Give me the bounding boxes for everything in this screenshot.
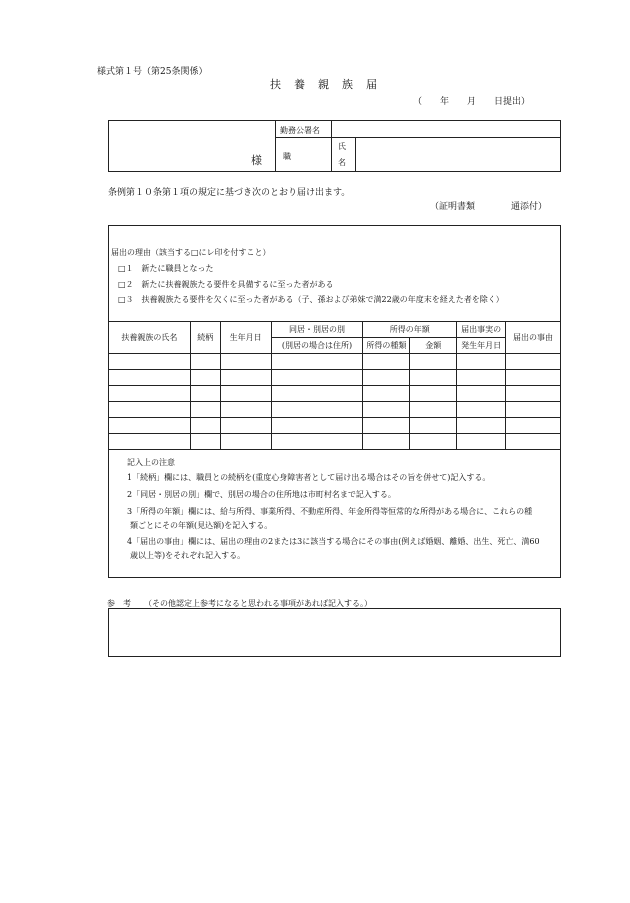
col-residence: 同居・別居の別: [271, 322, 363, 338]
notes-heading: 記入上の注意: [127, 458, 175, 467]
col-relation: 続柄: [190, 322, 220, 354]
table-row: [109, 418, 561, 434]
col-name: 扶養親族の氏名: [109, 322, 191, 354]
dependents-table: [108, 321, 561, 450]
note-item-3b: 類ごとにその年額(見込額)を記入する。: [130, 521, 273, 530]
workplace-label: 勤務公署名: [280, 126, 320, 135]
attachment-count: （証明書類 通添付）: [430, 202, 548, 212]
note-item-2: 2「同居・別居の別」欄で、別居の場合の住所地は市町村名まで記入する。: [127, 490, 396, 499]
col-reason: 届出の事由: [506, 322, 561, 354]
note-item-4a: 4「届出の事由」欄には、届出の理由の2または3に該当する場合にその事由(例えば婚姻、離婚、出生、死亡、満60: [127, 537, 540, 546]
name-label-1: 氏: [338, 142, 346, 151]
main-form-box: [108, 225, 561, 578]
honorific: 様: [251, 154, 262, 167]
reason-option-2[interactable]: □２ 新たに扶養親族たる要件を具備するに至った者がある: [118, 280, 334, 289]
table-row: [109, 354, 561, 370]
col-event-date: 届出事実の: [457, 322, 506, 338]
reason-heading: 届出の理由（該当する□にレ印を付すこと）: [111, 248, 271, 257]
reference-description: （その他認定上参考になると思われる事項があれば記入する。）: [144, 599, 372, 608]
submission-date: （ 年 月 日提出）: [413, 97, 531, 107]
col-income: 所得の年額: [363, 322, 457, 338]
col-birthdate: 生年月日: [220, 322, 271, 354]
table-row: [109, 402, 561, 418]
col-event-date-sub: 発生年月日: [457, 338, 506, 354]
position-label: 職: [283, 152, 291, 161]
note-item-3a: 3「所得の年額」欄には、給与所得、事業所得、不動産所得、年金所得等恒常的な所得がある場合に、これらの種: [127, 507, 533, 516]
col-income-amount: 金額: [410, 338, 457, 354]
table-row: [109, 386, 561, 402]
note-item-4b: 歳以上等)をそれぞれ記入する。: [130, 551, 246, 560]
col-residence-sub: (別居の場合は住所): [271, 338, 363, 354]
reference-label: 参 考: [107, 599, 131, 608]
form-number: 様式第１号（第25条関係）: [97, 67, 208, 77]
name-label-2: 名: [338, 158, 346, 167]
col-income-type: 所得の種類: [363, 338, 410, 354]
reason-option-3[interactable]: □３ 扶養親族たる要件を欠くに至った者がある（子、孫および弟妹で満22歳の年度末を経えた者を除く）: [118, 295, 504, 304]
table-row: [109, 434, 561, 450]
reason-option-1[interactable]: □１ 新たに職員となった: [118, 264, 214, 273]
declaration-statement: 条例第１０条第１項の規定に基づき次のとおり届け出ます。: [108, 188, 351, 198]
note-item-1: 1「続柄」欄には、職員との続柄を(重度心身障害者として届け出る場合はその旨を併せて)記入する。: [127, 473, 491, 482]
recipient-box: [108, 120, 561, 172]
reference-box[interactable]: [108, 608, 561, 657]
page-title: 扶 養 親 族 届: [270, 78, 378, 91]
table-row: [109, 370, 561, 386]
